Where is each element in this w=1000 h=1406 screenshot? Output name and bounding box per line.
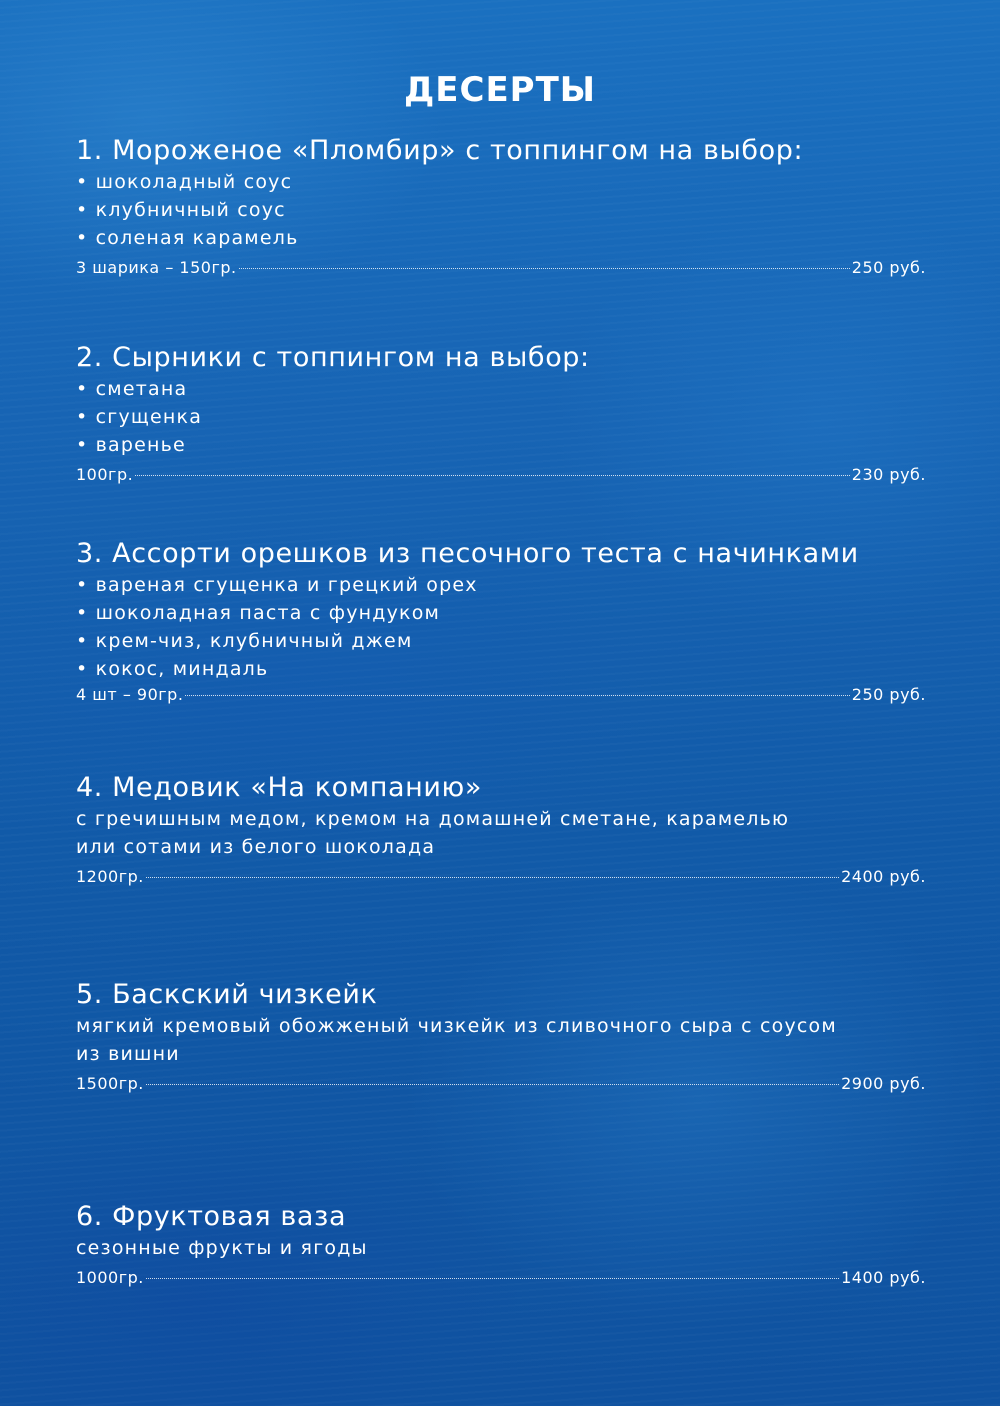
item-price: 250 руб. bbox=[851, 258, 926, 277]
item-price: 250 руб. bbox=[851, 685, 926, 704]
item-line: • шоколадная паста с фундуком bbox=[76, 602, 441, 624]
item-name: 3. Ассорти орешков из песочного теста с начинками bbox=[76, 538, 859, 569]
item-line: из вишни bbox=[76, 1043, 180, 1065]
item-line: • сгущенка bbox=[76, 406, 203, 428]
item-portion: 1000гр. bbox=[76, 1268, 144, 1287]
item-name: 2. Сырники с топпингом на выбор: bbox=[76, 342, 590, 373]
menu-item bbox=[76, 771, 926, 886]
menu-item bbox=[76, 134, 926, 277]
price-row bbox=[76, 685, 926, 704]
price-row bbox=[76, 465, 926, 484]
item-portion: 1200гр. bbox=[76, 867, 144, 886]
item-line: • варенье bbox=[76, 434, 186, 456]
item-line: сезонные фрукты и ягоды bbox=[76, 1237, 368, 1259]
item-line: • крем-чиз, клубничный джем bbox=[76, 630, 413, 652]
item-line: • шоколадный соус bbox=[76, 171, 293, 193]
menu-item bbox=[76, 978, 926, 1093]
item-line: • кокос, миндаль bbox=[76, 658, 269, 680]
item-line: • клубничный соус bbox=[76, 199, 286, 221]
menu-item bbox=[76, 1200, 926, 1287]
item-price: 2400 руб. bbox=[841, 867, 926, 886]
item-price: 2900 руб. bbox=[841, 1074, 926, 1093]
item-portion: 3 шарика – 150гр. bbox=[76, 258, 237, 277]
price-row bbox=[76, 867, 926, 886]
item-name: 1. Мороженое «Пломбир» с топпингом на выбор: bbox=[76, 135, 804, 166]
item-price: 1400 руб. bbox=[841, 1268, 926, 1287]
item-name: 5. Баскский чизкейк bbox=[76, 979, 378, 1010]
item-line: • вареная сгущенка и грецкий орех bbox=[76, 574, 478, 596]
price-row bbox=[76, 258, 926, 277]
item-portion: 1500гр. bbox=[76, 1074, 144, 1093]
item-name: 4. Медовик «На компанию» bbox=[76, 772, 482, 803]
item-portion: 4 шт – 90гр. bbox=[76, 685, 184, 704]
item-line: или сотами из белого шоколада bbox=[76, 836, 436, 858]
item-line: с гречишным медом, кремом на домашней сметане, карамелью bbox=[76, 808, 790, 830]
price-row bbox=[76, 1074, 926, 1093]
price-row bbox=[76, 1268, 926, 1287]
dot-leader bbox=[146, 1084, 839, 1085]
dot-leader bbox=[135, 475, 850, 476]
dot-leader bbox=[146, 1278, 839, 1279]
menu-item bbox=[76, 341, 926, 484]
item-portion: 100гр. bbox=[76, 465, 134, 484]
dot-leader bbox=[185, 695, 849, 696]
item-line: мягкий кремовый обожженый чизкейк из сливочного сыра с соусом bbox=[76, 1015, 837, 1037]
page-title: ДЕСЕРТЫ bbox=[403, 70, 597, 110]
dot-leader bbox=[146, 877, 839, 878]
item-price: 230 руб. bbox=[851, 465, 926, 484]
item-name: 6. Фруктовая ваза bbox=[76, 1201, 347, 1232]
item-line: • сметана bbox=[76, 378, 188, 400]
dot-leader bbox=[239, 268, 850, 269]
menu-item bbox=[76, 537, 926, 704]
item-line: • соленая карамель bbox=[76, 227, 299, 249]
